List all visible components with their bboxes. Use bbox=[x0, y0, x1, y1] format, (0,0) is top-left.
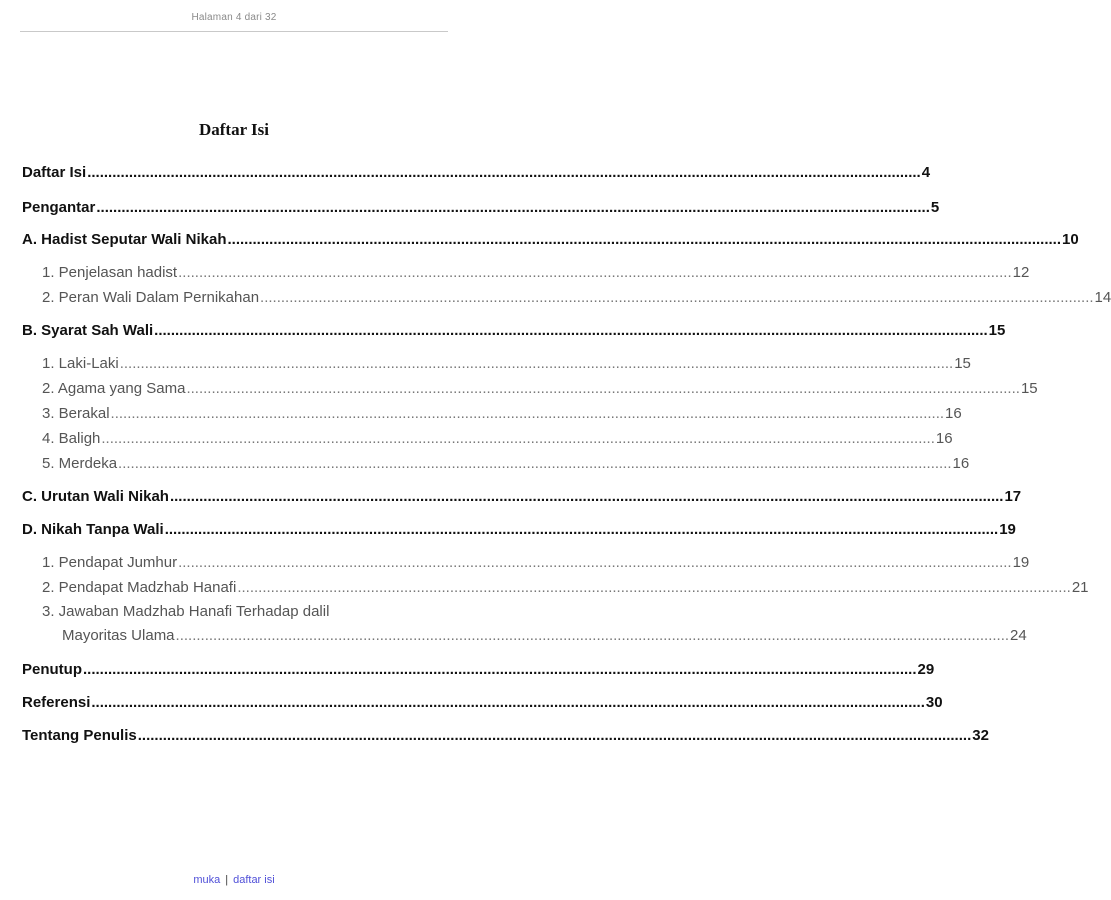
toc-entry-penutup[interactable]: Penutup ........................................................................................................................................................................................................ 29 bbox=[22, 661, 935, 678]
footer-separator: | bbox=[225, 874, 229, 886]
header-divider bbox=[20, 31, 448, 32]
page-title: Daftar Isi bbox=[198, 120, 270, 139]
toc-entry-agama-yang-sama[interactable]: 2. Agama yang Sama ........................................................................................................................................................................................................ 15 bbox=[42, 380, 1038, 397]
toc-entry-penjelasan-hadist[interactable]: 1. Penjelasan hadist ........................................................................................................................................................................................................ 12 bbox=[42, 264, 1030, 281]
toc-entry-syarat-sah-wali[interactable]: B. Syarat Sah Wali ........................................................................................................................................................................................................ 15 bbox=[22, 322, 1006, 339]
toc-entry-pendapat-madzhab-hanafi[interactable]: 2. Pendapat Madzhab Hanafi ........................................................................................................................................................................................................ 21 bbox=[42, 579, 1089, 596]
toc-entry-daftar-isi[interactable]: Daftar Isi ........................................................................................................................................................................................................ 4 bbox=[22, 164, 931, 181]
toc-entry-berakal[interactable]: 3. Berakal ........................................................................................................................................................................................................ 16 bbox=[42, 405, 962, 422]
toc-entry-pendapat-jumhur[interactable]: 1. Pendapat Jumhur ........................................................................................................................................................................................................ 19 bbox=[42, 554, 1030, 571]
toc-entry-line-2: Mayoritas Ulama ........................................................................................................................................................................................................ 24 bbox=[62, 627, 1027, 644]
toc-entry-merdeka[interactable]: 5. Merdeka ........................................................................................................................................................................................................ 16 bbox=[42, 455, 970, 472]
toc-entry-nikah-tanpa-wali[interactable]: D. Nikah Tanpa Wali ........................................................................................................................................................................................................ 19 bbox=[22, 521, 1016, 538]
page-footer bbox=[0, 874, 468, 886]
toc-entry-tentang-penulis[interactable]: Tentang Penulis ........................................................................................................................................................................................................ 32 bbox=[22, 727, 989, 744]
toc-entry-referensi[interactable]: Referensi ........................................................................................................................................................................................................ 30 bbox=[22, 694, 943, 711]
toc-entry-baligh[interactable]: 4. Baligh ........................................................................................................................................................................................................ 16 bbox=[42, 430, 953, 447]
page-header bbox=[0, 0, 468, 32]
toc-entry-urutan-wali-nikah[interactable]: C. Urutan Wali Nikah ........................................................................................................................................................................................................ 17 bbox=[22, 488, 1022, 505]
toc-entry-laki-laki[interactable]: 1. Laki-Laki ........................................................................................................................................................................................................ 15 bbox=[42, 355, 971, 372]
toc-entry-pengantar[interactable]: Pengantar ........................................................................................................................................................................................................ 5 bbox=[22, 199, 940, 216]
page-indicator: Halaman 4 dari 32 bbox=[191, 12, 277, 23]
toc-entry-jawaban-madzhab-hanafi[interactable] bbox=[22, 600, 1027, 648]
toc-entry-peran-wali[interactable]: 2. Peran Wali Dalam Pernikahan ........................................................................................................................................................................................................ 14 bbox=[42, 289, 1111, 306]
home-link[interactable]: muka bbox=[193, 874, 221, 886]
toc-entry-line-1: 3. Jawaban Madzhab Hanafi Terhadap dalil bbox=[42, 603, 330, 620]
toc-entry-hadist-seputar-wali-nikah[interactable]: A. Hadist Seputar Wali Nikah ........................................................................................................................................................................................................ 10 bbox=[22, 231, 1079, 248]
table-of-contents-link[interactable]: daftar isi bbox=[233, 874, 275, 886]
